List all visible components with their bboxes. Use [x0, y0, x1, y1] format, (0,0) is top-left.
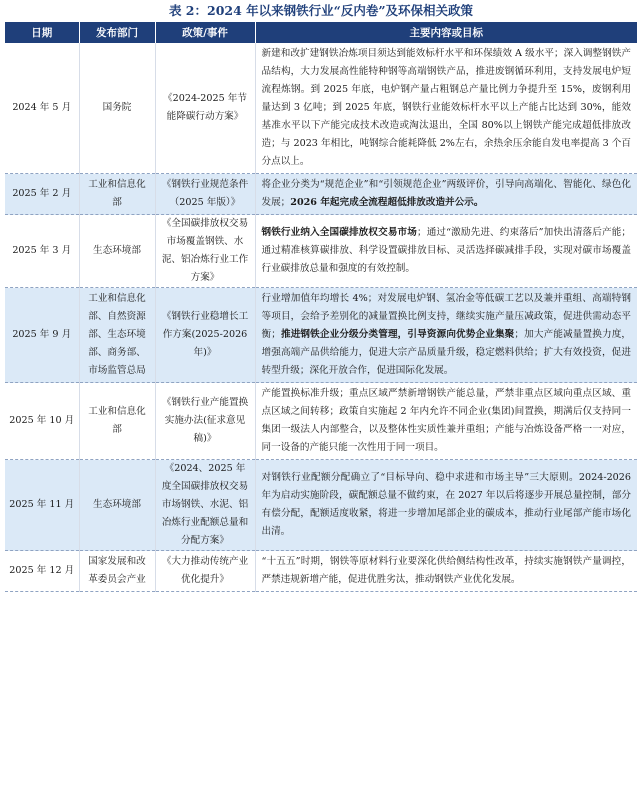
cell-date: 2025 年 11 月	[5, 460, 79, 551]
table-title: 表 2：2024 年以来钢铁行业“反内卷”及环保相关政策	[168, 3, 474, 18]
table-row	[5, 551, 637, 592]
cell-date: 2025 年 9 月	[5, 288, 79, 383]
cell-policy: 《2024、2025 年度全国碳排放权交易市场钢铁、水泥、铝冶炼行业配额总量和分配方案》	[155, 460, 255, 551]
cell-content	[255, 43, 637, 174]
cell-content	[255, 288, 637, 383]
header-content: 主要内容或目标	[255, 22, 637, 43]
header-policy: 政策/事件	[155, 22, 255, 43]
table-row	[5, 383, 637, 460]
content-segment: 产能置换标准升级；重点区域严禁新增钢铁产能总量，严禁非重点区域向重点区域、重点区域之间转移；政策自实施起 2 年内允许不同企业(集团)间置换，期满后仅支持同一集团一级法人内部整合，以及整体性实质性兼并重组；产能与冶炼设备严格一一对应，同一设备的产能只能一次性用于同一项目。	[261, 388, 631, 453]
cell-policy: 《钢铁行业规范条件（2025 年版）》	[155, 174, 255, 215]
table-body	[5, 43, 637, 592]
cell-dept: 工业和信息化部	[79, 174, 155, 215]
cell-policy: 《2024-2025 年节能降碳行动方案》	[155, 43, 255, 174]
header-date: 日期	[5, 22, 79, 43]
cell-policy: 《全国碳排放权交易市场覆盖钢铁、水泥、铝冶炼行业工作方案》	[155, 215, 255, 288]
table-row	[5, 460, 637, 551]
content-bold-segment: 钢铁行业纳入全国碳排放权交易市场	[261, 227, 417, 238]
cell-content	[255, 551, 637, 592]
table-row	[5, 43, 637, 174]
cell-policy: 《钢铁行业稳增长工作方案(2025-2026 年)》	[155, 288, 255, 383]
content-bold-segment: 2026 年起完成全流程超低排放改造并公示。	[290, 197, 484, 208]
cell-date: 2024 年 5 月	[5, 43, 79, 174]
cell-dept: 工业和信息化部、自然资源部、生态环境部、商务部、市场监管总局	[79, 288, 155, 383]
table-row	[5, 288, 637, 383]
cell-content	[255, 383, 637, 460]
header-row	[5, 22, 637, 43]
cell-date: 2025 年 10 月	[5, 383, 79, 460]
cell-dept: 生态环境部	[79, 215, 155, 288]
cell-content	[255, 215, 637, 288]
cell-content	[255, 174, 637, 215]
table-header	[5, 22, 637, 43]
content-segment: 对钢铁行业配额分配确立了“目标导向、稳中求进和市场主导”三大原则。2024-2026 年为启动实施阶段，碳配额总量不做约束，在 2027 年以后将逐步开展总量控制，部分有偿分配，配额适度收紧，将进一步增加尾部企业的碳成本，推动行业尾部产能市场化出清。	[261, 472, 631, 537]
cell-date: 2025 年 12 月	[5, 551, 79, 592]
content-segment: ；加大产能减量置换力度，增强高端产品供给能力，促进大宗产品质量升级，稳定燃料供给；扩大有效投资，促进转型升级；深化开放合作，促进国际化发展。	[261, 329, 632, 376]
content-segment: 新建和改扩建钢铁冶炼项目须达到能效标杆水平和环保绩效 A 级水平；深入调整钢铁产品结构，大力发展高性能特种钢等高端钢铁产品，推进废钢循环利用，支持发展电炉短流程炼钢。到 2025 年底，电炉钢产量占粗钢总产量比例力争提升至 15%，废钢利用量达到 3 亿吨；到 2025 年底，钢铁行业能效标杆水平以上产能占比达到 30%，能效基准水平以下产能完成技术改造或淘汰退出，全国 80%以上钢铁产能完成超低排放改造；与 2023 年相比，吨钢综合能耗降低 2%左右，余热余压余能自发电率提高 3 个百分点以上。	[261, 48, 631, 167]
table-row	[5, 174, 637, 215]
content-bold-segment: 推进钢铁企业分级分类管理，引导资源向优势企业集聚	[280, 329, 515, 340]
content-segment: “十五五”时期，钢铁等原材料行业要深化供给侧结构性改革，持续实施钢铁产量调控，严禁违规新增产能，促进优胜劣汰，推动钢铁产业优化发展。	[261, 556, 631, 585]
header-dept: 发布部门	[79, 22, 155, 43]
content-segment: 行业增加值年均增长 4%；对发展电炉钢、氢冶金等低碳工艺以及兼并重组、高端特钢等项目，会给予差别化的减量置换比例支持，继续实施产量压减政策，促进供需动态平衡；	[261, 293, 631, 340]
cell-policy: 《大力推动传统产业优化提升》	[155, 551, 255, 592]
cell-date: 2025 年 3 月	[5, 215, 79, 288]
content-segment: ；通过“激励先进、约束落后”加快出清落后产能；通过精准核算碳排放、科学设置碳排放目标、灵活选择碳减排手段，实现对碳市场覆盖行业碳排放总量和强度的有效控制。	[261, 227, 632, 274]
table-row	[5, 215, 637, 288]
cell-dept: 工业和信息化部	[79, 383, 155, 460]
cell-dept: 国务院	[79, 43, 155, 174]
cell-content	[255, 460, 637, 551]
cell-dept: 生态环境部	[79, 460, 155, 551]
content-segment: 将企业分类为“规范企业”和“引领规范企业”两级评价，引导向高端化、智能化、绿色化发展；	[261, 179, 631, 208]
cell-date: 2025 年 2 月	[5, 174, 79, 215]
policy-table	[5, 22, 637, 592]
cell-dept: 国家发展和改革委员会产业	[79, 551, 155, 592]
cell-policy: 《钢铁行业产能置换实施办法(征求意见稿)》	[155, 383, 255, 460]
